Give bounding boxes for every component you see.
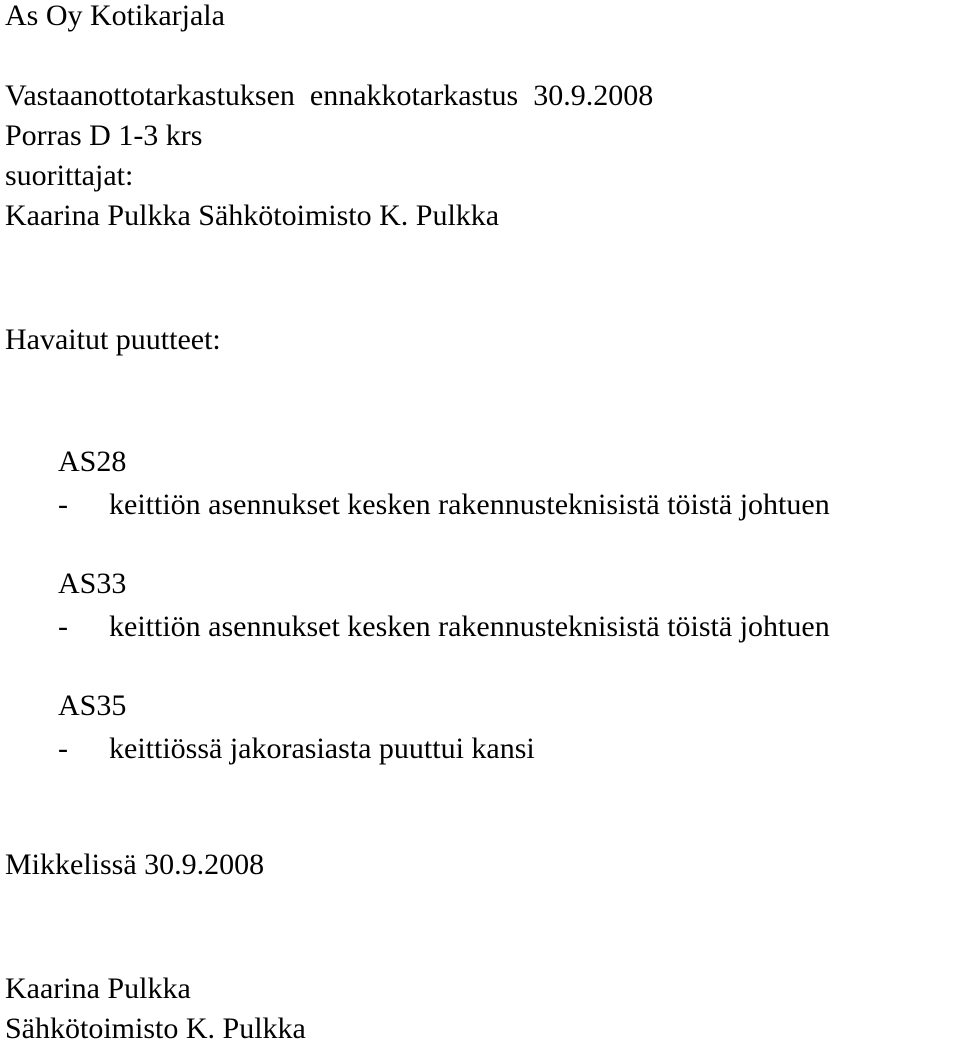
apartment-id: AS33 bbox=[58, 567, 127, 600]
performers-label: suorittajat: bbox=[5, 159, 134, 192]
performers: Kaarina Pulkka Sähkötoimisto K. Pulkka bbox=[5, 199, 500, 232]
place-date: Mikkelissä 30.9.2008 bbox=[5, 848, 265, 881]
defect-description: keittiössä jakorasiasta puuttui kansi bbox=[109, 732, 535, 765]
dash-marker: - bbox=[58, 610, 68, 643]
signer-name: Kaarina Pulkka bbox=[5, 972, 191, 1005]
defects-heading: Havaitut puutteet: bbox=[5, 323, 221, 356]
staircase-info: Porras D 1-3 krs bbox=[5, 119, 203, 152]
inspection-title: Vastaanottotarkastuksen ennakkotarkastus 30.9.2008 bbox=[5, 79, 654, 112]
defect-description: keittiön asennukset kesken rakennusteknisistä töistä johtuen bbox=[109, 610, 830, 643]
dash-marker: - bbox=[58, 488, 68, 521]
signer-company: Sähkötoimisto K. Pulkka bbox=[5, 1012, 306, 1045]
company-name: As Oy Kotikarjala bbox=[5, 0, 225, 32]
apartment-id: AS28 bbox=[58, 445, 127, 478]
defect-description: keittiön asennukset kesken rakennusteknisistä töistä johtuen bbox=[109, 488, 830, 521]
dash-marker: - bbox=[58, 732, 68, 765]
apartment-id: AS35 bbox=[58, 689, 127, 722]
